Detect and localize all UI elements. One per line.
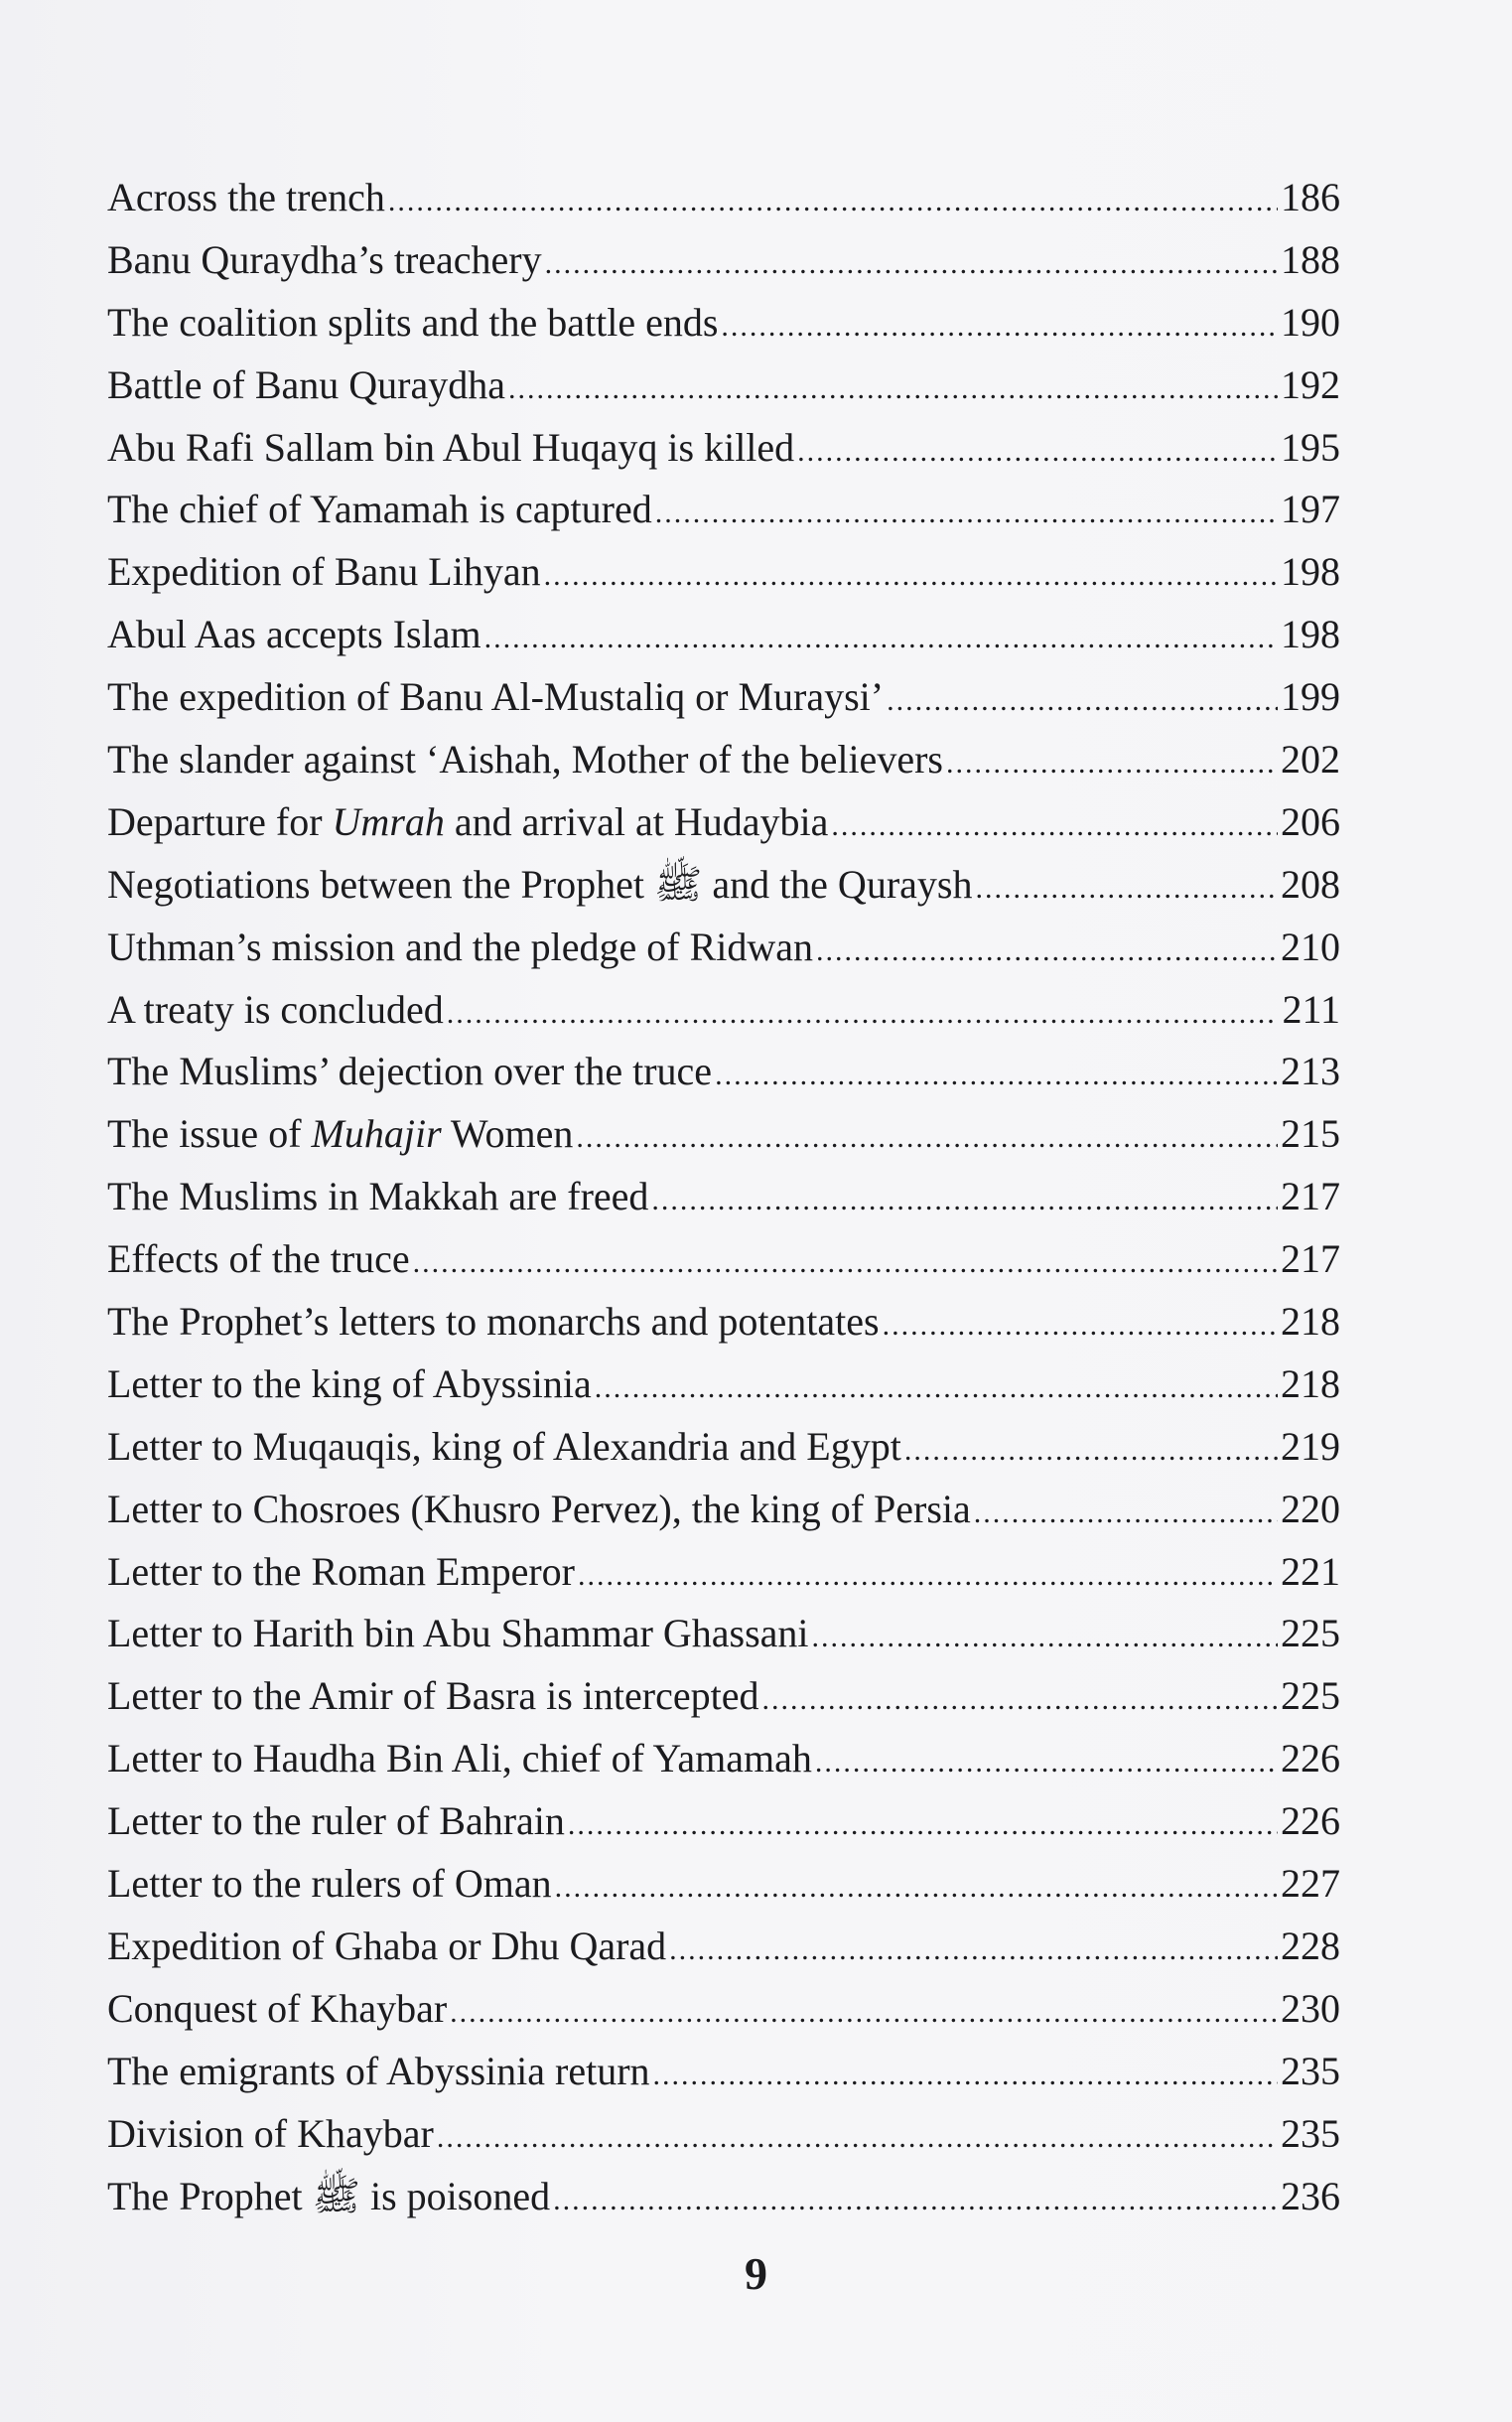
entry-page-number: 235: [1281, 2048, 1340, 2093]
toc-entry: [107, 2166, 1340, 2228]
entry-title: Letter to the Amir of Basra is intercepted: [107, 1673, 759, 1719]
entry-title: A treaty is concluded: [107, 986, 444, 1032]
toc-entry: [107, 417, 1340, 480]
toc-entry: [107, 979, 1340, 1042]
dot-leader: [721, 296, 1278, 355]
dot-leader: [508, 358, 1278, 417]
entry-title: Letter to Chosroes (Khusro Pervez), the king of Persia: [107, 1486, 971, 1531]
entry-title: The coalition splits and the battle ends: [107, 299, 719, 345]
entry-page-number: 197: [1281, 487, 1340, 532]
dot-leader: [883, 1295, 1278, 1353]
entry-page-number: 226: [1281, 1736, 1340, 1781]
entry-title: Banu Quraydha’s treachery: [107, 236, 542, 282]
toc-entry: [107, 1291, 1340, 1353]
toc-entry: [107, 1790, 1340, 1853]
entry-page-number: 208: [1281, 861, 1340, 907]
entry-page-number: 210: [1281, 924, 1340, 969]
entry-page-number: 218: [1281, 1360, 1340, 1406]
toc-entry: [107, 292, 1340, 355]
entry-title: Letter to the king of Abyssinia: [107, 1360, 592, 1406]
entry-title: Across the trench: [107, 175, 385, 219]
entry-title: Negotiations between the Prophet ﷺ and the Quraysh: [107, 861, 973, 907]
entry-page-number: 217: [1281, 1236, 1340, 1282]
toc-entry: [107, 1916, 1340, 1978]
entry-page-number: 225: [1281, 1673, 1340, 1719]
dot-leader: [974, 1483, 1278, 1541]
entry-page-number: 198: [1281, 549, 1340, 595]
toc-entry: [107, 167, 1340, 229]
toc-entry: [107, 917, 1340, 979]
entry-title: Abu Rafi Sallam bin Abul Huqayq is killed: [107, 424, 795, 470]
entry-title: Conquest of Khaybar: [107, 1985, 448, 2031]
toc-entry: [107, 2041, 1340, 2103]
entry-page-number: 236: [1281, 2173, 1340, 2218]
page-number: 9: [745, 2248, 767, 2299]
entry-page-number: 217: [1281, 1174, 1340, 1219]
entry-title: The emigrants of Abyssinia return: [107, 2048, 650, 2093]
dot-leader: [887, 670, 1278, 729]
entry-title: [107, 791, 828, 854]
entry-page-number: 221: [1281, 1548, 1340, 1594]
entry-page-number: 215: [1281, 1111, 1340, 1157]
entry-title-italic: Muhajir: [311, 1111, 442, 1157]
entry-title: The Prophet ﷺ is poisoned: [107, 2173, 551, 2218]
entry-title: Division of Khaybar: [107, 2110, 434, 2156]
entry-page-number: 198: [1281, 612, 1340, 657]
toc-entry: [107, 1728, 1340, 1790]
entry-title: Expedition of Banu Lihyan: [107, 549, 541, 595]
entry-title: The Muslims in Makkah are freed: [107, 1174, 649, 1219]
dot-leader: [669, 1920, 1278, 1978]
entry-page-number: 225: [1281, 1611, 1340, 1656]
dot-leader: [651, 1170, 1278, 1228]
entry-page-number: 188: [1281, 236, 1340, 282]
dot-leader: [715, 1045, 1278, 1103]
entry-page-number: 202: [1281, 737, 1340, 783]
toc-entry: [107, 791, 1340, 854]
entry-title: The Prophet’s letters to monarchs and potentates: [107, 1299, 880, 1345]
table-of-contents: [107, 167, 1340, 2227]
dot-leader: [831, 795, 1278, 854]
toc-entry: [107, 1228, 1340, 1291]
entry-page-number: 211: [1282, 986, 1340, 1032]
toc-entry: [107, 666, 1340, 729]
entry-page-number: 230: [1281, 1985, 1340, 2031]
toc-entry: [107, 1978, 1340, 2041]
entry-title-italic: Umrah: [332, 798, 445, 844]
dot-leader: [797, 421, 1278, 480]
entry-title: The slander against ‘Aishah, Mother of the believers: [107, 737, 943, 783]
dot-leader: [553, 2170, 1278, 2228]
dot-leader: [655, 483, 1278, 541]
entry-page-number: 192: [1281, 361, 1340, 407]
dot-leader: [545, 233, 1278, 292]
toc-entry: [107, 1103, 1340, 1166]
dot-leader: [816, 921, 1278, 979]
entry-page-number: 228: [1281, 1923, 1340, 1968]
toc-entry: [107, 355, 1340, 417]
entry-title: Expedition of Ghaba or Dhu Qarad: [107, 1923, 667, 1968]
toc-entry: [107, 1041, 1340, 1103]
entry-title: Letter to Haudha Bin Ali, chief of Yamamah: [107, 1736, 812, 1781]
entry-page-number: 220: [1281, 1486, 1340, 1531]
entry-title: Letter to Muqauqis, king of Alexandria and Egypt: [107, 1423, 901, 1469]
entry-title: Abul Aas accepts Islam: [107, 612, 481, 657]
dot-leader: [484, 608, 1278, 666]
dot-leader: [576, 1107, 1278, 1166]
toc-entry: [107, 1541, 1340, 1604]
toc-entry: [107, 1665, 1340, 1728]
entry-page-number: 186: [1281, 175, 1340, 219]
dot-leader: [761, 1669, 1278, 1728]
toc-entry: [107, 1603, 1340, 1665]
dot-leader: [555, 1857, 1278, 1916]
dot-leader: [544, 545, 1278, 604]
entry-title-pre: The issue of: [107, 1111, 312, 1157]
toc-entry: [107, 541, 1340, 604]
entry-title: The chief of Yamamah is captured: [107, 487, 652, 532]
toc-entry: [107, 229, 1340, 292]
entry-page-number: 213: [1281, 1049, 1340, 1094]
entry-page-number: 199: [1281, 674, 1340, 720]
dot-leader: [388, 171, 1278, 229]
dot-leader: [595, 1357, 1278, 1416]
entry-page-number: 226: [1281, 1798, 1340, 1844]
entry-page-number: 206: [1281, 798, 1340, 844]
entry-page-number: 227: [1281, 1861, 1340, 1907]
toc-entry: [107, 479, 1340, 541]
dot-leader: [450, 1982, 1278, 2041]
toc-entry: [107, 1166, 1340, 1228]
entry-title: Battle of Banu Quraydha: [107, 361, 505, 407]
toc-entry: [107, 604, 1340, 666]
entry-title: The expedition of Banu Al-Mustaliq or Muraysi’: [107, 674, 885, 720]
dot-leader: [653, 2045, 1278, 2103]
dot-leader: [437, 2107, 1278, 2166]
entry-page-number: 219: [1281, 1423, 1340, 1469]
dot-leader: [815, 1732, 1278, 1790]
entry-title: Uthman’s mission and the pledge of Ridwan: [107, 924, 814, 969]
entry-title: Letter to the Roman Emperor: [107, 1548, 575, 1594]
toc-entry: [107, 729, 1340, 791]
entry-title: [107, 1103, 573, 1166]
dot-leader: [975, 858, 1278, 917]
entry-title: The Muslims’ dejection over the truce: [107, 1049, 713, 1094]
toc-entry: [107, 1853, 1340, 1916]
toc-entry: [107, 2103, 1340, 2166]
entry-title: Letter to the rulers of Oman: [107, 1861, 552, 1907]
entry-page-number: 190: [1281, 299, 1340, 345]
dot-leader: [812, 1607, 1278, 1665]
entry-page-number: 235: [1281, 2110, 1340, 2156]
entry-title-post: and arrival at Hudaybia: [444, 798, 829, 844]
dot-leader: [946, 733, 1278, 791]
toc-entry: [107, 1416, 1340, 1479]
dot-leader: [578, 1545, 1278, 1604]
entry-title: Letter to Harith bin Abu Shammar Ghassani: [107, 1611, 809, 1656]
toc-entry: [107, 1479, 1340, 1541]
entry-title: Letter to the ruler of Bahrain: [107, 1798, 565, 1844]
dot-leader: [568, 1794, 1278, 1853]
dot-leader: [413, 1232, 1278, 1291]
toc-entry: [107, 1353, 1340, 1416]
entry-page-number: 195: [1281, 424, 1340, 470]
entry-title-pre: Departure for: [107, 798, 333, 844]
entry-page-number: 218: [1281, 1299, 1340, 1345]
entry-title: Effects of the truce: [107, 1236, 410, 1282]
dot-leader: [904, 1420, 1278, 1479]
toc-entry: [107, 854, 1340, 917]
dot-leader: [447, 983, 1278, 1042]
entry-title-post: Women: [441, 1111, 574, 1157]
